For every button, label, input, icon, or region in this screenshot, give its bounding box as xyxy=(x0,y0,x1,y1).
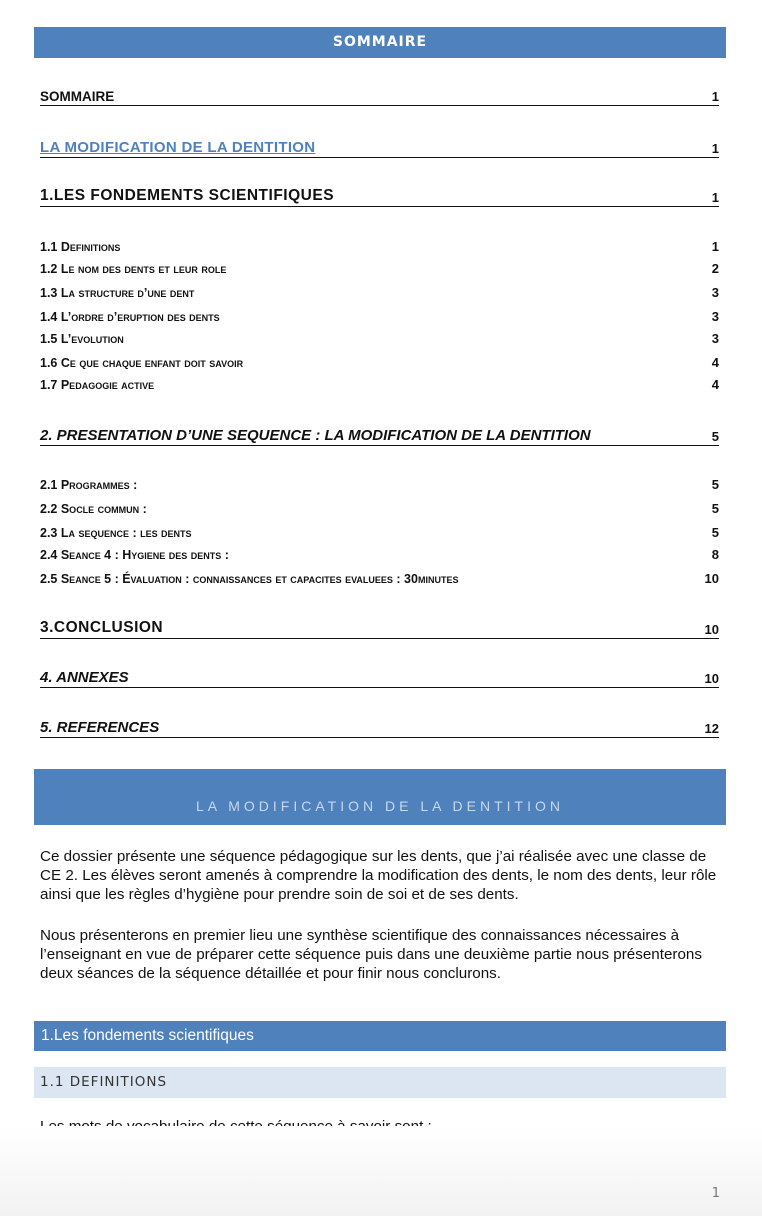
toc-entry-2-3[interactable] xyxy=(40,525,719,540)
toc-page: 4 xyxy=(711,377,719,392)
intro-paragraph-1: Ce dossier présente une séquence pédagogique sur les dents, que j’ai réalisée avec une classe de CE 2. Les élèves seront amenés à comprendre la modification des dents, le nom des dents, leur rôle ainsi que les règles d’hygiène pour prendre soin de soi et de ses dents. xyxy=(40,848,717,903)
toc-entry-references[interactable] xyxy=(40,719,719,738)
toc-page: 10 xyxy=(704,571,719,586)
toc-page: 1 xyxy=(711,141,719,156)
toc-page: 5 xyxy=(711,501,719,516)
toc-label: SOMMAIRE xyxy=(40,89,115,104)
toc-entry-2-2[interactable] xyxy=(40,501,719,516)
toc-label: 1.6 Ce que chaque enfant doit savoir xyxy=(40,356,244,370)
toc-entry-1-2[interactable] xyxy=(40,261,719,276)
toc-entry-1-4[interactable] xyxy=(40,309,719,324)
toc-entry-presentation[interactable] xyxy=(40,427,719,446)
section-title-bar: LA MODIFICATION DE LA DENTITION xyxy=(34,769,726,825)
toc-entry-1-7[interactable] xyxy=(40,377,719,392)
toc-label: 1.7 Pedagogie active xyxy=(40,378,155,392)
toc-entry-1-3[interactable] xyxy=(40,285,719,300)
intro-paragraph-2: Nous présenterons en premier lieu une synthèse scientifique des connaissances nécessaires à l’enseignant en vue de préparer cette séquence puis dans une deuxième partie nous présenterons deux séances de la séquence détaillée et pour finir nous conclurons. xyxy=(40,927,702,982)
sommaire-header: SOMMAIRE xyxy=(34,27,726,58)
toc-page: 5 xyxy=(711,525,719,540)
toc-label: 4. ANNEXES xyxy=(40,669,129,686)
toc-entry-1-1[interactable] xyxy=(40,239,719,254)
toc-page: 1 xyxy=(711,190,719,205)
toc-entry-2-5[interactable] xyxy=(40,571,719,586)
toc-label: 1.1 Definitions xyxy=(40,240,121,254)
toc-label: 3.CONCLUSION xyxy=(40,619,164,636)
toc-entry-modification[interactable] xyxy=(40,139,719,158)
toc-page: 12 xyxy=(704,721,719,736)
toc-entry-1-6[interactable] xyxy=(40,355,719,370)
toc-page: 1 xyxy=(711,89,719,104)
toc-label: 5. REFERENCES xyxy=(40,719,160,736)
toc-page: 1 xyxy=(711,239,719,254)
toc-label: LA MODIFICATION DE LA DENTITION xyxy=(40,139,316,156)
toc-label: 2.4 Seance 4 : Hygiene des dents : xyxy=(40,548,229,562)
toc-label: 2.2 Socle commun : xyxy=(40,502,147,516)
toc-entry-annexes[interactable] xyxy=(40,669,719,688)
toc-entry-1-5[interactable] xyxy=(40,331,719,346)
toc-page: 8 xyxy=(711,547,719,562)
toc-label: 1.4 L’ordre d’eruption des dents xyxy=(40,310,220,324)
toc-page: 3 xyxy=(711,285,719,300)
toc-page: 10 xyxy=(704,671,719,686)
toc-entry-2-1[interactable] xyxy=(40,477,719,492)
toc-page: 3 xyxy=(711,309,719,324)
toc-label: 1.LES FONDEMENTS SCIENTIFIQUES xyxy=(40,187,335,204)
toc-page: 5 xyxy=(711,429,719,444)
toc-entry-conclusion[interactable] xyxy=(40,619,719,639)
toc-page: 2 xyxy=(711,261,719,276)
heading-fondements: 1.Les fondements scientifiques xyxy=(34,1021,726,1051)
toc-page: 4 xyxy=(711,355,719,370)
heading-definitions: 1.1 DEFINITIONS xyxy=(34,1067,726,1098)
toc-entry-sommaire[interactable] xyxy=(40,89,719,106)
toc-label: 2.5 Seance 5 : Évaluation : connaissances et capacites evaluees : 30minutes xyxy=(40,572,459,586)
toc-page: 3 xyxy=(711,331,719,346)
toc-label: 2.3 La sequence : les dents xyxy=(40,526,192,540)
toc-label: 1.2 Le nom des dents et leur role xyxy=(40,262,227,276)
toc-page: 10 xyxy=(704,622,719,637)
toc-label: 2. PRESENTATION D’UNE SEQUENCE : LA MODIFICATION DE LA DENTITION xyxy=(40,427,591,444)
toc-label: 1.5 L’evolution xyxy=(40,332,124,346)
toc-entry-fondements[interactable] xyxy=(40,187,719,207)
page-footer xyxy=(0,1126,762,1216)
toc-page: 5 xyxy=(711,477,719,492)
toc-entry-2-4[interactable] xyxy=(40,547,719,562)
toc-label: 1.3 La structure d’une dent xyxy=(40,286,195,300)
page-number: 1 xyxy=(711,1186,720,1201)
toc-label: 2.1 Programmes : xyxy=(40,478,138,492)
